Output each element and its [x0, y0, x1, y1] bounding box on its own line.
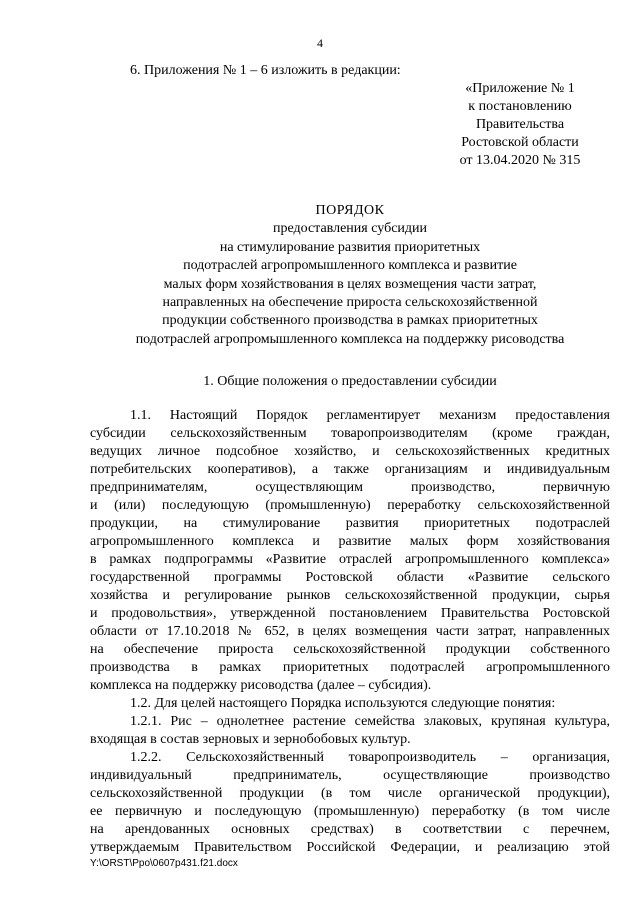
- body-line: на обеспечение прироста сельскохозяйственной продукции собственного: [90, 642, 610, 657]
- appendix-reference-block: [430, 80, 610, 170]
- appendix-reference-line: от 13.04.2020 № 315: [459, 153, 581, 168]
- body-line: ее первичную и последующую (промышленную) переработку (в том числе: [90, 804, 610, 819]
- body-line: на арендованных основных средствах) в соответствии с перечнем,: [90, 822, 610, 837]
- document-subtitle-line: малых форм хозяйствования в целях возмещения части затрат,: [163, 276, 537, 292]
- page-number: 4: [317, 36, 323, 50]
- body-text: [90, 407, 610, 857]
- body-line: агропромышленного комплекса и развитие малых форм хозяйствования: [90, 534, 610, 549]
- body-line: индивидуальный предприниматель, осуществляющие производство: [90, 768, 610, 783]
- body-line: 1.1. Настоящий Порядок регламентирует механизм предоставления: [130, 408, 610, 423]
- body-line: и (или) последующую (промышленную) переработку сельскохозяйственной: [90, 498, 610, 513]
- body-line: государственной программы Ростовской области «Развитие сельского: [90, 570, 610, 585]
- body-line: предпринимателям, осуществляющим производство, первичную: [90, 480, 610, 495]
- body-line: ведущих личное подсобное хозяйство, и сельскохозяйственных кредитных: [90, 444, 610, 459]
- appendix-reference-line: к постановлению: [468, 99, 572, 114]
- body-line: комплекса на поддержку рисоводства (далее – субсидия).: [90, 678, 432, 693]
- body-line: 1.2. Для целей настоящего Порядка используются следующие понятия:: [130, 696, 556, 711]
- body-line: 1.2.2. Сельскохозяйственный товаропроизводитель – организация,: [130, 750, 610, 765]
- section-heading: 1. Общие положения о предоставлении субсидии: [203, 374, 497, 389]
- document-subtitle-line: предоставления субсидии: [272, 221, 428, 237]
- body-line: сельскохозяйственной продукции (в том числе органической продукции),: [90, 786, 610, 801]
- body-line: входящая в состав зерновых и зернобобовых культур.: [90, 732, 411, 747]
- body-line: продукции, на стимулирование развития приоритетных подотраслей: [90, 516, 610, 531]
- appendix-reference-line: Ростовской области: [461, 135, 579, 150]
- document-subtitle-line: на стимулирование развития приоритетных: [219, 239, 481, 255]
- body-line: утверждаемым Правительством Российской Федерации, и реализацию этой: [90, 840, 610, 855]
- appendix-reference-line: Правительства: [475, 117, 565, 132]
- amendment-instruction: 6. Приложения № 1 – 6 изложить в редакции:: [130, 63, 401, 78]
- document-subtitle-line: продукции собственного производства в рамках приоритетных: [162, 313, 538, 329]
- document-subtitle-line: направленных на обеспечение прироста сельскохозяйственной: [162, 295, 538, 311]
- body-line: потребительских кооперативов), а также организациям и индивидуальным: [90, 462, 610, 477]
- document-subtitle-line: подотраслей агропромышленного комплекса на поддержку рисоводства: [135, 331, 565, 347]
- body-line: в рамках подпрограммы «Развитие отраслей агропромышленного комплекса»: [90, 552, 610, 567]
- document-subtitle-line: подотраслей агропромышленного комплекса и развитие: [183, 258, 517, 274]
- body-line: и продовольствия», утвержденной постановлением Правительства Ростовской: [90, 606, 610, 621]
- file-path-footer: Y:\ORST\Ppo\0607p431.f21.docx: [90, 858, 238, 869]
- body-line: области от 17.10.2018 № 652, в целях возмещения части затрат, направленных: [90, 624, 610, 639]
- body-line: 1.2.1. Рис – однолетнее растение семейства злаковых, крупяная культура,: [130, 714, 610, 729]
- appendix-reference-line: «Приложение № 1: [465, 81, 575, 96]
- document-title: ПОРЯДОК: [315, 203, 385, 218]
- body-line: хозяйства и регулирование рынков сельскохозяйственной продукции, сырья: [90, 588, 610, 603]
- body-line: производства в рамках приоритетных подотраслей агропромышленного: [90, 660, 610, 675]
- document-title-block: [60, 202, 640, 349]
- body-line: субсидии сельскохозяйственным товаропроизводителям (кроме граждан,: [90, 426, 610, 441]
